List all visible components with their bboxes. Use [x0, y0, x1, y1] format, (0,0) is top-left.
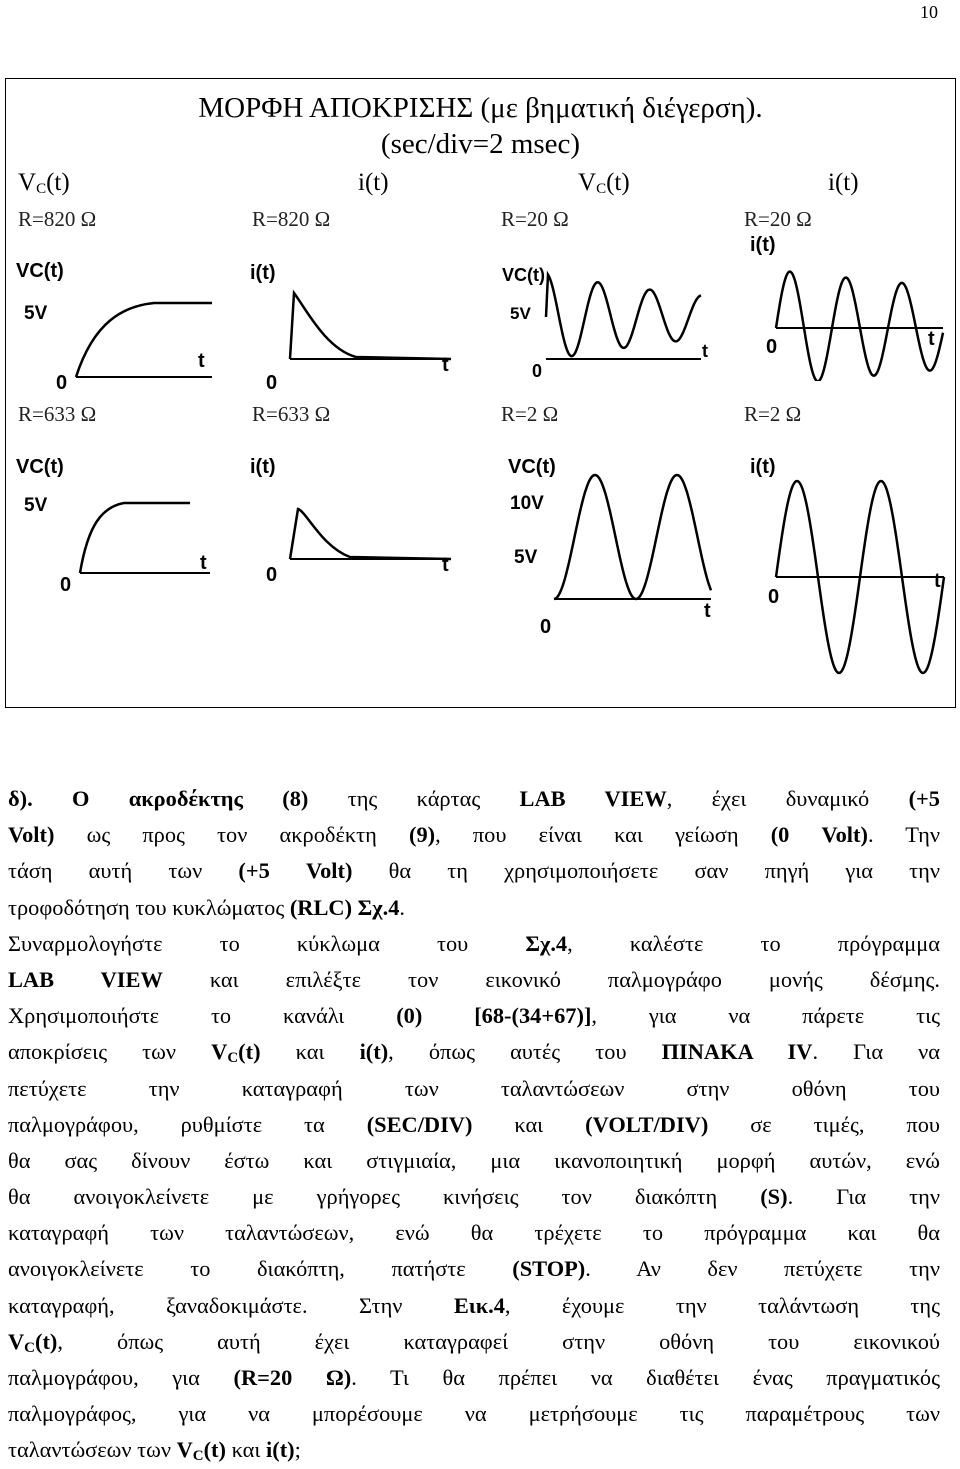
plot-zero: 0	[768, 586, 780, 608]
paragraph-line: τάση αυτή των (+5 Volt) θα τη χρησιμοποιήσετε σαν πηγή για την	[8, 858, 941, 884]
plot-zero: 0	[266, 372, 278, 394]
plot-it-r633	[246, 451, 466, 596]
plot-zero: 0	[56, 372, 68, 394]
plot-tlabel: t	[928, 328, 935, 350]
plot-it-r20	[748, 231, 953, 381]
paragraph-line: Volt) ως προς τον ακροδέκτη (9), που είναι και γείωση (0 Volt). Την	[8, 822, 940, 848]
paragraph-line: καταγραφή των ταλαντώσεων, ενώ θα τρέχετε το πρόγραμμα και θα	[8, 1220, 940, 1246]
col-header-it-1: i(t)	[358, 169, 389, 196]
paragraph-line: καταγραφή, ξαναδοκιμάστε. Στην Εικ.4, έχουμε την ταλάντωση της	[8, 1292, 940, 1318]
plot-vc-r20	[496, 259, 718, 381]
paragraph-line: πετύχετε την καταγραφή των ταλαντώσεων στην οθόνη του	[8, 1075, 940, 1101]
plot-level: 10V	[510, 493, 544, 514]
plot-level: 5V	[24, 303, 48, 324]
plot-level: 5V	[510, 304, 531, 323]
paragraph-line: ανοιγοκλείνετε το διακόπτη, πατήστε (STOP). Αν δεν πετύχετε την	[8, 1256, 940, 1282]
paragraph-line: ταλαντώσεων των $V_C(t)$ και i(t);	[8, 1437, 301, 1465]
page-number: 10	[920, 2, 938, 22]
plot-vc-r633	[14, 451, 219, 596]
paragraph-line: θα ανοιγοκλείνετε με γρήγορες κινήσεις τον διακόπτη (S). Για την	[8, 1184, 940, 1210]
plot-zero: 0	[766, 336, 778, 358]
r-label: R=633 Ω	[18, 402, 97, 426]
plot-ylabel: i(t)	[250, 262, 276, 284]
plot-level: 5V	[24, 495, 48, 516]
paragraph-line: $V_C(t)$, όπως αυτή έχει καταγραφεί στην οθόνη του εικονικού	[8, 1328, 940, 1356]
plot-tlabel: t	[442, 354, 449, 376]
table-title-line2: (sec/div=2 msec)	[380, 128, 581, 160]
plot-it-r820	[246, 249, 466, 394]
paragraph-line: παλμογράφος, για να μπορέσουμε να μετρήσουμε τις παραμέτρους των	[8, 1401, 940, 1427]
plot-ylabel: VC(t)	[16, 456, 64, 478]
plot-tlabel: t	[198, 350, 205, 372]
response-table	[5, 78, 956, 708]
plot-zero: 0	[60, 574, 72, 596]
plot-ylabel: i(t)	[750, 234, 776, 256]
plot-ylabel: i(t)	[750, 456, 776, 478]
r-label: R=2 Ω	[501, 402, 559, 426]
plot-vc-r2	[496, 451, 721, 646]
plot-ylabel: i(t)	[250, 456, 276, 478]
plot-tlabel: t	[200, 552, 207, 574]
plot-ylabel: VC(t)	[508, 456, 556, 478]
paragraph-line: τροφοδότηση του κυκλώματος (RLC) Σχ.4.	[8, 894, 406, 920]
plot-ylabel: VC(t)	[502, 265, 545, 285]
paragraph-line: Συναρμολογήστε το κύκλωμα του Σχ.4, καλέστε το πρόγραμμα	[8, 930, 940, 956]
plot-vc-r820	[14, 249, 219, 394]
r-label: R=2 Ω	[744, 402, 802, 426]
plot-ylabel: VC(t)	[16, 260, 64, 282]
plot-zero: 0	[540, 616, 552, 638]
r-label: R=20 Ω	[744, 207, 812, 231]
paragraph-line: Χρησιμοποιήστε το κανάλι (0) [68-(34+67)], για να πάρετε τις	[8, 1003, 940, 1029]
plot-zero: 0	[532, 361, 543, 381]
r-label: R=820 Ω	[252, 207, 331, 231]
plot-tlabel: t	[934, 570, 941, 592]
plot-tlabel: t	[704, 600, 711, 622]
table-title-line1: ΜΟΡΦΗ ΑΠΟΚΡΙΣΗΣ (με βηματική διέγερση).	[198, 92, 763, 124]
plot-it-r2	[748, 451, 953, 696]
plot-tlabel: t	[442, 554, 449, 576]
plot-tlabel: t	[702, 341, 708, 361]
paragraph-line: παλμογράφου, ρυθμίστε τα (SEC/DIV) και (VOLT/DIV) σε τιμές, που	[8, 1111, 941, 1137]
paragraph-line: δ). Ο ακροδέκτης (8) της κάρτας LAB VIEW, έχει δυναμικό (+5	[8, 786, 940, 811]
col-header-vc-1: $V_C(t)$	[18, 169, 70, 197]
paragraph-line: παλμογράφου, για (R=20 Ω). Τι θα πρέπει να διαθέτει ένας πραγματικός	[8, 1365, 940, 1390]
r-label: R=20 Ω	[501, 207, 569, 231]
r-label: R=820 Ω	[18, 207, 97, 231]
col-header-vc-2: $V_C(t)$	[578, 169, 630, 197]
r-label: R=633 Ω	[252, 402, 331, 426]
plot-level: 5V	[514, 547, 538, 568]
instructions-paragraph	[8, 781, 940, 1469]
col-header-it-2: i(t)	[828, 169, 859, 196]
paragraph-line: αποκρίσεις των $V_C(t)$ και i(t), όπως αυτές του ΠΙΝΑΚΑ IV. Για να	[8, 1039, 940, 1067]
plot-zero: 0	[266, 564, 278, 586]
paragraph-line: LAB VIEW και επιλέξτε τον εικονικό παλμογράφο μονής δέσμης.	[8, 966, 940, 992]
paragraph-line: θα σας δίνουν έστω και στιγμιαία, μια ικανοποιητική μορφή αυτών, ενώ	[8, 1147, 940, 1173]
